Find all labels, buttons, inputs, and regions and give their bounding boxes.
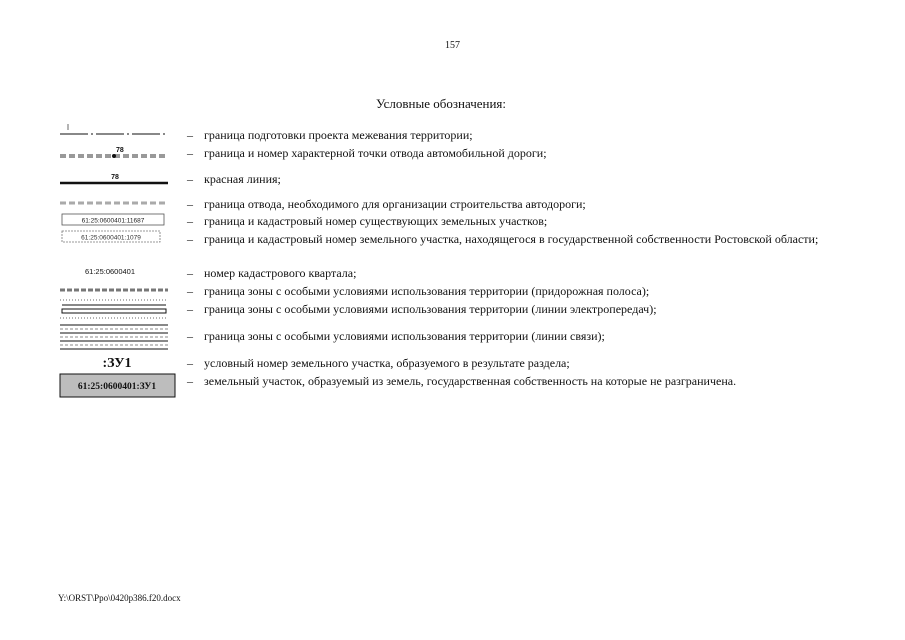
new-parcel-number-text: условный номер земельного участка, образуемого в результате раздела; [204, 356, 570, 370]
state-parcel-text: граница и кадастровый номер земельного участка, находящегося в государственной собственности Ростовской области; [204, 232, 819, 246]
roadside-zone-text: граница зоны с особыми условиями использования территории (придорожная полоса); [204, 284, 650, 298]
new-parcel-number-label: :ЗУ1 [102, 356, 132, 371]
red-line-symbol [60, 170, 170, 186]
road-allotment-boundary-text: граница отвода, необходимого для организации строительства автодороги; [204, 197, 586, 211]
legend-dash: – [187, 356, 193, 370]
legend-title: Условные обозначения: [376, 96, 507, 111]
legend-dash: – [187, 128, 193, 142]
road-allotment-boundary-symbol [60, 198, 170, 208]
road-allotment-point-text: граница и номер характерной точки отвода автомобильной дороги; [204, 146, 547, 160]
cadastral-quarter-label: 61:25:0600401 [84, 267, 136, 276]
cadastral-quarter-symbol [60, 265, 170, 277]
road-allotment-point-symbol [60, 144, 170, 162]
survey-boundary-text: граница подготовки проекта межевания территории; [204, 128, 473, 142]
legend-dash: – [187, 146, 193, 160]
new-parcel-number-symbol [60, 353, 170, 371]
red-line-label: 78 [111, 174, 119, 181]
new-parcel-unallocated-label: 61:25:0600401:ЗУ1 [77, 382, 157, 392]
power-lines-zone-symbol [60, 296, 170, 322]
existing-parcels-label: 61:25:0600401:11687 [81, 217, 145, 225]
page-number: 157 [445, 40, 460, 51]
new-parcel-unallocated-symbol [60, 373, 170, 399]
power-lines-zone-text: граница зоны с особыми условиями использования территории (линии электропередач); [204, 302, 657, 316]
communication-lines-zone-symbol [60, 322, 170, 352]
state-parcel-symbol [60, 230, 170, 244]
cadastral-quarter-text: номер кадастрового квартала; [204, 266, 357, 280]
legend-dash: – [187, 266, 193, 280]
legend-dash: – [187, 284, 193, 298]
existing-parcels-text: граница и кадастровый номер существующих земельных участков; [204, 214, 548, 228]
legend-dash: – [187, 302, 193, 316]
footer-file-path: Y:\ORST\Ppo\0420p386.f20.docx [58, 593, 181, 603]
legend-dash: – [187, 197, 193, 211]
communication-lines-zone-text: граница зоны с особыми условиями использования территории (линии связи); [204, 329, 605, 343]
legend-dash: – [187, 172, 193, 186]
legend-dash: – [187, 374, 193, 388]
road-allotment-point-label: 78 [116, 147, 124, 154]
legend-dash: – [187, 232, 193, 246]
legend-dash: – [187, 214, 193, 228]
existing-parcels-symbol [60, 213, 170, 227]
state-parcel-label: 61:25:0600401:1079 [81, 234, 141, 242]
roadside-zone-symbol [60, 285, 170, 295]
survey-boundary-symbol [60, 124, 170, 138]
new-parcel-unallocated-text: земельный участок, образуемый из земель, государственная собственность на которые не разграничена. [204, 374, 737, 388]
red-line-text: красная линия; [204, 172, 281, 186]
legend-dash: – [187, 329, 193, 343]
